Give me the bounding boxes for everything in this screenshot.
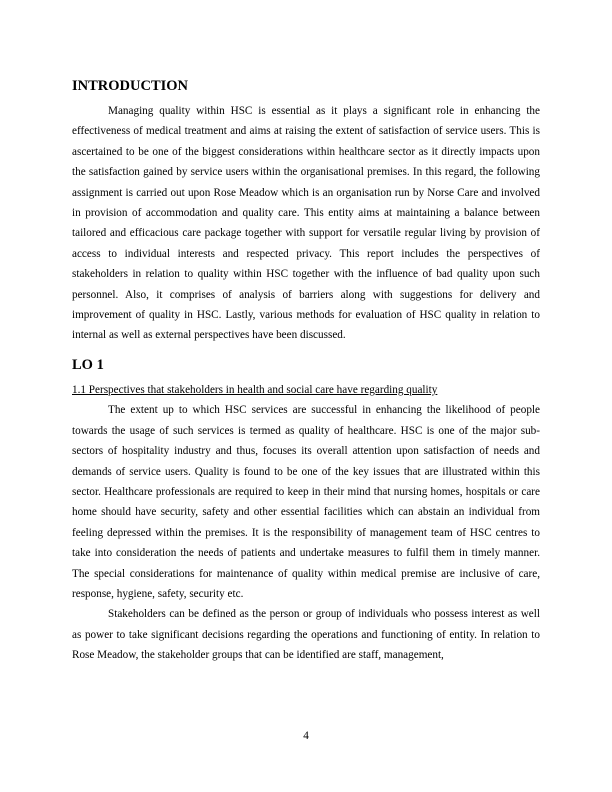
section-1-1-paragraph-2: Stakeholders can be defined as the person or group of individuals who possess interest as well as power to take significant decisions regarding the operations and functioning of entity. In relation to Rose Meadow, the stakeholder groups that can be identified are staff, management, bbox=[72, 608, 540, 662]
page-number: 4 bbox=[303, 730, 309, 742]
section-1-1-paragraph-1: The extent up to which HSC services are successful in enhancing the likelihood of people towards the usage of such services is termed as quality of healthcare. HSC is one of the major sub-sectors of hospitality industry and thus, focuses its overall attention upon satisfaction of needs and demands of service users. Quality is found to be one of the key issues that are illustrated within this sector. Healthcare professionals are required to keep in their mind that nursing homes, hospitals or care home should have security, safety and other essential facilities which can abstain an individual from feeling depressed within the premises. It is the responsibility of management team of HSC centres to take into consideration the needs of patients and undertake measures to fulfil them in timely manner. The special considerations for maintenance of quality within medical premise are inclusive of care, response, hygiene, safety, security etc. bbox=[72, 404, 540, 600]
section-1-1-subheading: 1.1 Perspectives that stakeholders in health and social care have regarding quality bbox=[72, 383, 438, 396]
lo1-heading: LO 1 bbox=[72, 356, 104, 373]
document-page bbox=[72, 74, 540, 666]
introduction-heading: INTRODUCTION bbox=[72, 78, 189, 94]
introduction-paragraph: Managing quality within HSC is essential as it plays a significant role in enhancing the effectiveness of medical treatment and aims at raising the extent of satisfaction of service users. This is ascertained to be one of the biggest considerations within healthcare sector as it directly impacts upon the satisfaction gained by service users within the organisational premises. In this regard, the following assignment is carried out upon Rose Meadow which is an organisation run by Norse Care and involved in provision of accommodation and quality care. This entity aims at maintaining a balance between tailored and efficacious care package together with support for versatile regular living by provision of access to individual interests and respected privacy. This report includes the perspectives of stakeholders in relation to quality within HSC together with the influence of bad quality upon such personnel. Also, it comprises of analysis of barriers along with suggestions for delivery and improvement of quality in HSC. Lastly, various methods for evaluation of HSC quality in relation to internal as well as external perspectives have been discussed. bbox=[72, 105, 540, 342]
